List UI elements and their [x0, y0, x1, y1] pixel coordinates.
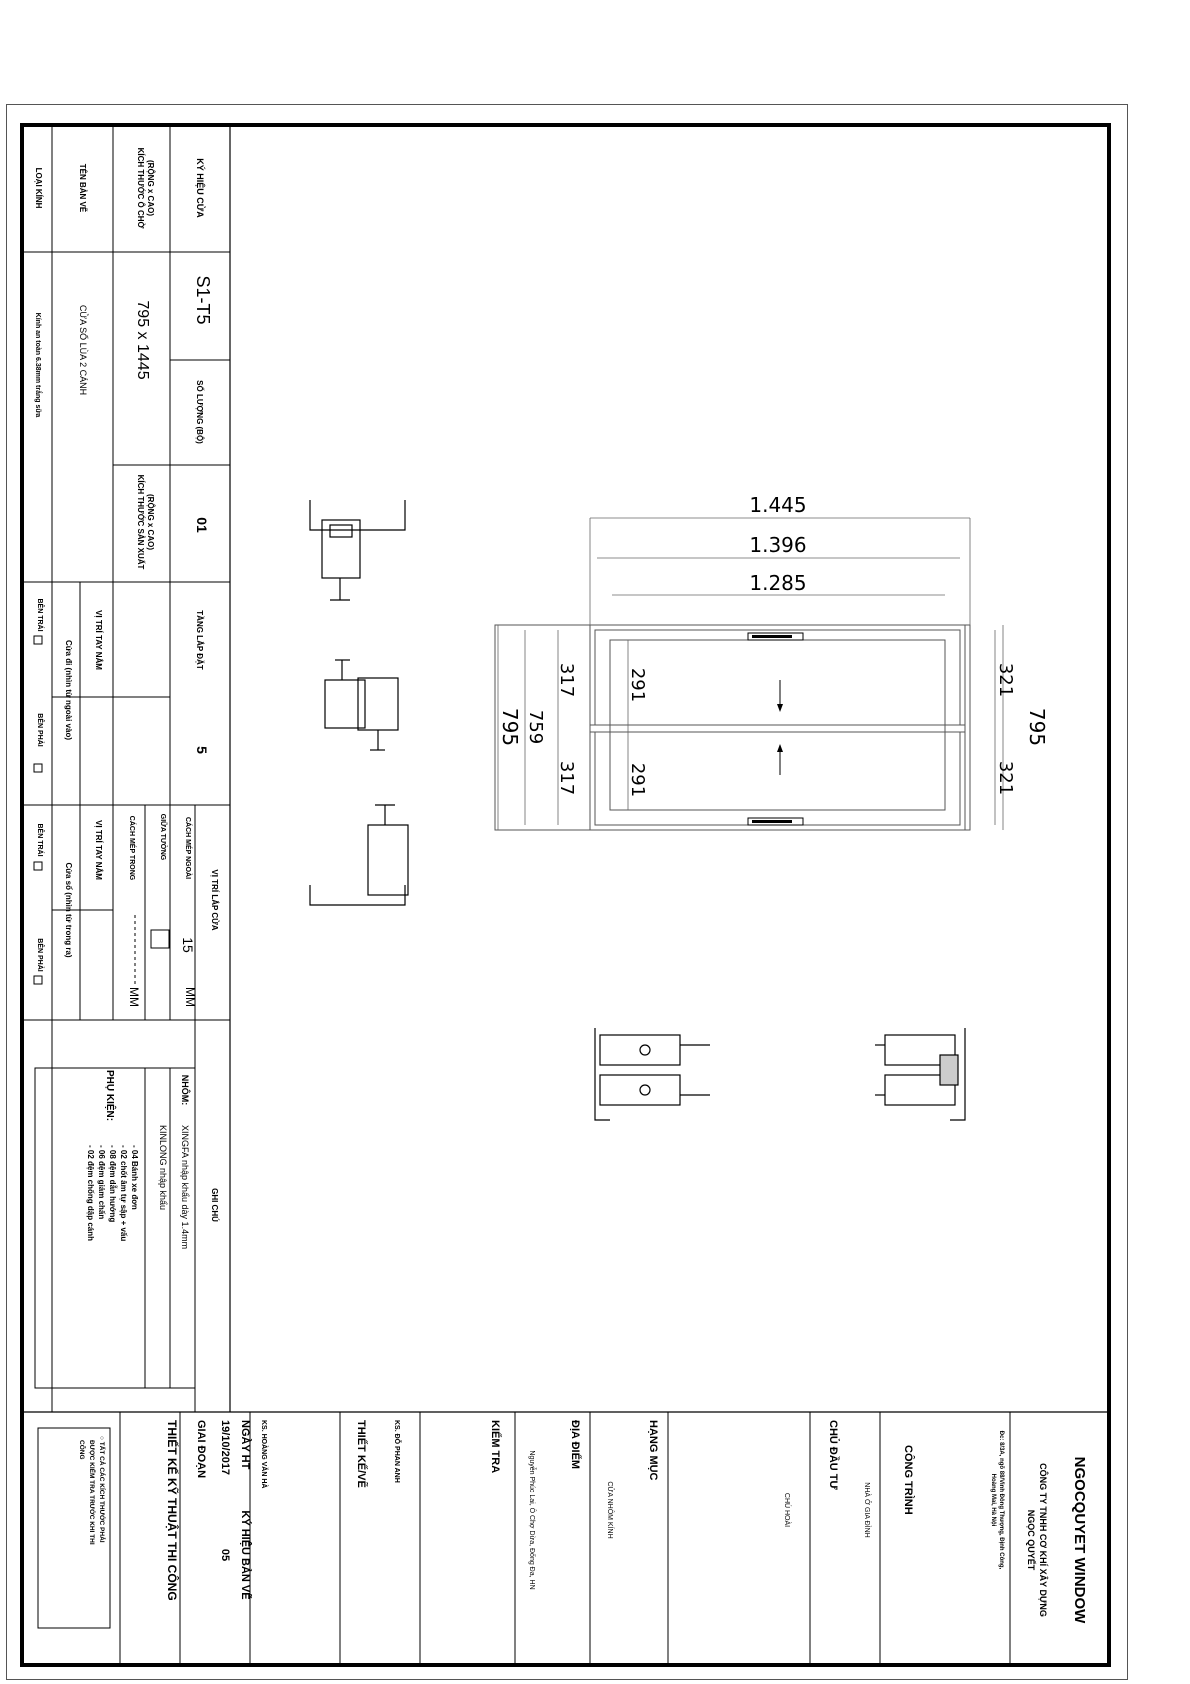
dim-height-2: 1.396	[749, 533, 807, 557]
dim-width-right: 795	[1025, 707, 1049, 747]
outer-edge-value: 15	[180, 937, 196, 953]
section-detail-vertical	[310, 500, 408, 905]
accessory-5: - 02 đệm chống dập cánh	[86, 1145, 95, 1242]
glass-value: Kính an toàn 6.38mm trắng sữa	[34, 312, 41, 418]
dim-glass-b: 291	[627, 762, 648, 798]
location-label: ĐỊA ĐIỂM	[569, 1420, 581, 1470]
design-label: THIẾT KẾ/VẼ	[355, 1420, 367, 1488]
design-person: KS. HOÀNG VĂN HÀ	[260, 1420, 267, 1489]
item-label: HẠNG MỤC	[647, 1420, 659, 1481]
accessory-1: - 04 Bánh xe đơn	[130, 1145, 139, 1210]
dim-sash-top-b: 317	[556, 760, 577, 796]
company-address-line2: Hoàng Mai, Hà Nội	[990, 1473, 996, 1527]
door-code-value: S1-T5	[193, 275, 213, 325]
right-side-window-checkbox[interactable]	[34, 976, 42, 984]
sheet-code-value: 05	[219, 1548, 231, 1562]
note-line2: ĐƯỢC KIỂM TRA TRƯỚC KHI THI	[88, 1440, 95, 1545]
date-label: NGÀY HT	[239, 1420, 251, 1470]
dimension-labels	[498, 493, 1049, 797]
hole-size-label: KÍCH THƯỚC Ô CHỜ	[136, 147, 145, 229]
dim-right-a: 321	[995, 662, 1016, 698]
dim-inner-width: 759	[525, 709, 546, 745]
sheet-code-label: KÝ HIỆU BẢN VẼ	[239, 1510, 251, 1600]
aluminum-label: NHÔM:	[180, 1074, 190, 1106]
mid-wall-label: GIỮA TƯỜNG	[159, 813, 166, 861]
mid-wall-checkbox[interactable]	[151, 930, 169, 948]
date-value: 19/10/2017	[219, 1420, 231, 1476]
hole-size-value: 795 x 1445	[134, 300, 151, 380]
section-left	[595, 1028, 710, 1120]
prod-size-label: KÍCH THƯỚC SẢN XUẤT	[136, 474, 145, 570]
accessory-4: - 06 đệm giảm chấn	[97, 1145, 106, 1220]
item-value: CỬA NHÔM KÍNH	[606, 1481, 613, 1539]
left-side-door: BÊN TRÁI	[36, 598, 43, 632]
section-bottom	[310, 805, 408, 905]
accessory-2: - 02 chốt âm tự sập + vấu	[119, 1145, 128, 1242]
section-mid	[325, 660, 398, 750]
dim-sash-top-a: 317	[556, 662, 577, 698]
dim-height-3: 1.285	[749, 571, 807, 595]
stage-label: GIAI ĐOẠN	[195, 1420, 207, 1479]
inner-edge-label: CÁCH MÉP TRONG	[128, 815, 135, 881]
section-top	[310, 500, 405, 600]
accessories-label: PHỤ KIỆN:	[104, 1070, 115, 1122]
handle-pos-label-window: VỊ TRÍ TAY NẮM	[94, 820, 103, 880]
handle-pos-label-door: VỊ TRÍ TAY NẮM	[94, 610, 103, 670]
drawing-name-value: CỬA SỔ LÙA 2 CÁNH	[78, 304, 88, 396]
right-side-window: BÊN PHẢI	[36, 938, 43, 972]
outer-edge-unit: MM	[183, 987, 197, 1007]
stage-value: THIẾT KẾ KỸ THUẬT THI CÔNG	[165, 1420, 179, 1601]
note-line3: CÔNG	[78, 1440, 85, 1460]
dim-width-left: 795	[498, 707, 522, 747]
door-in-label: Cửa đi (nhìn từ ngoài vào)	[64, 639, 73, 741]
window-in-label: Cửa sổ (nhìn từ trong ra)	[64, 862, 73, 958]
left-side-window: BÊN TRÁI	[36, 823, 43, 857]
dim-right-b: 321	[995, 760, 1016, 796]
section-detail-horizontal	[595, 1028, 965, 1120]
dim-glass-a: 291	[627, 667, 648, 703]
glass-label: LOẠI KÍNH	[34, 167, 43, 209]
dim-overall-height: 1.445	[749, 493, 807, 517]
project-label: CÔNG TRÌNH	[902, 1445, 914, 1515]
check-person: KS. ĐỖ PHAN ANH	[393, 1420, 400, 1483]
drawing-name-label: TÊN BẢN VẼ	[78, 163, 87, 213]
inner-edge-unit: MM	[127, 987, 141, 1007]
check-label: KIỂM TRA	[489, 1420, 501, 1474]
company-name-line2: NGỌC QUYẾT	[1026, 1509, 1036, 1571]
notes-label: GHI CHÚ	[210, 1188, 219, 1222]
left-side-door-checkbox[interactable]	[34, 636, 42, 644]
aluminum-line1: XINGFA nhập khẩu dày 1.4mm	[180, 1125, 190, 1250]
left-side-window-checkbox[interactable]	[34, 862, 42, 870]
project-value: NHÀ Ở GIA ĐÌNH	[863, 1482, 870, 1538]
location-value: Nguyễn Phúc Lai, Ô Chợ Dừa, Đống Đa, HN	[528, 1450, 535, 1590]
company-brand: NGOCQUYET WINDOW	[1071, 1456, 1088, 1624]
investor-value: CHÚ HOÀI	[783, 1492, 790, 1528]
investor-label: CHỦ ĐẦU TƯ	[827, 1420, 839, 1490]
title-block	[22, 1412, 1109, 1665]
outer-edge-label: CÁCH MÉP NGOÀI	[184, 816, 191, 880]
door-code-label: KÝ HIỆU CỬA	[195, 158, 205, 218]
accessory-3: - 08 đệm dẫn hướng	[108, 1145, 117, 1223]
quantity-label: SỐ LƯỢNG (BỘ)	[195, 380, 204, 444]
quantity-value: 01	[194, 517, 210, 533]
install-pos-label: VỊ TRÍ LẮP CỬA	[210, 869, 219, 931]
frame	[22, 125, 1109, 1665]
spec-table-text	[34, 148, 219, 1249]
section-right	[875, 1028, 965, 1120]
right-side-door: BÊN PHẢI	[36, 713, 43, 747]
floor-value: 5	[194, 746, 210, 754]
note-line1: ○ TẤT CẢ CÁC KÍCH THƯỚC PHẢI	[98, 1436, 105, 1543]
floor-label: TẦNG LẮP ĐẶT	[195, 610, 204, 670]
hole-size-label-2: (RỘNG x CAO)	[146, 160, 155, 216]
window-elevation	[495, 625, 970, 830]
company-name-line1: CÔNG TY TNHH CƠ KHÍ XÂY DỰNG	[1038, 1463, 1048, 1617]
right-side-door-checkbox[interactable]	[34, 764, 42, 772]
company-address-line1: Đc: 8/3A, ngõ 88/Vinh Đông Thượng, Định Công,	[998, 1430, 1004, 1570]
aluminum-line2: KINLONG nhập khẩu	[158, 1125, 168, 1211]
prod-size-label-2: (RỘNG x CAO)	[146, 494, 155, 550]
